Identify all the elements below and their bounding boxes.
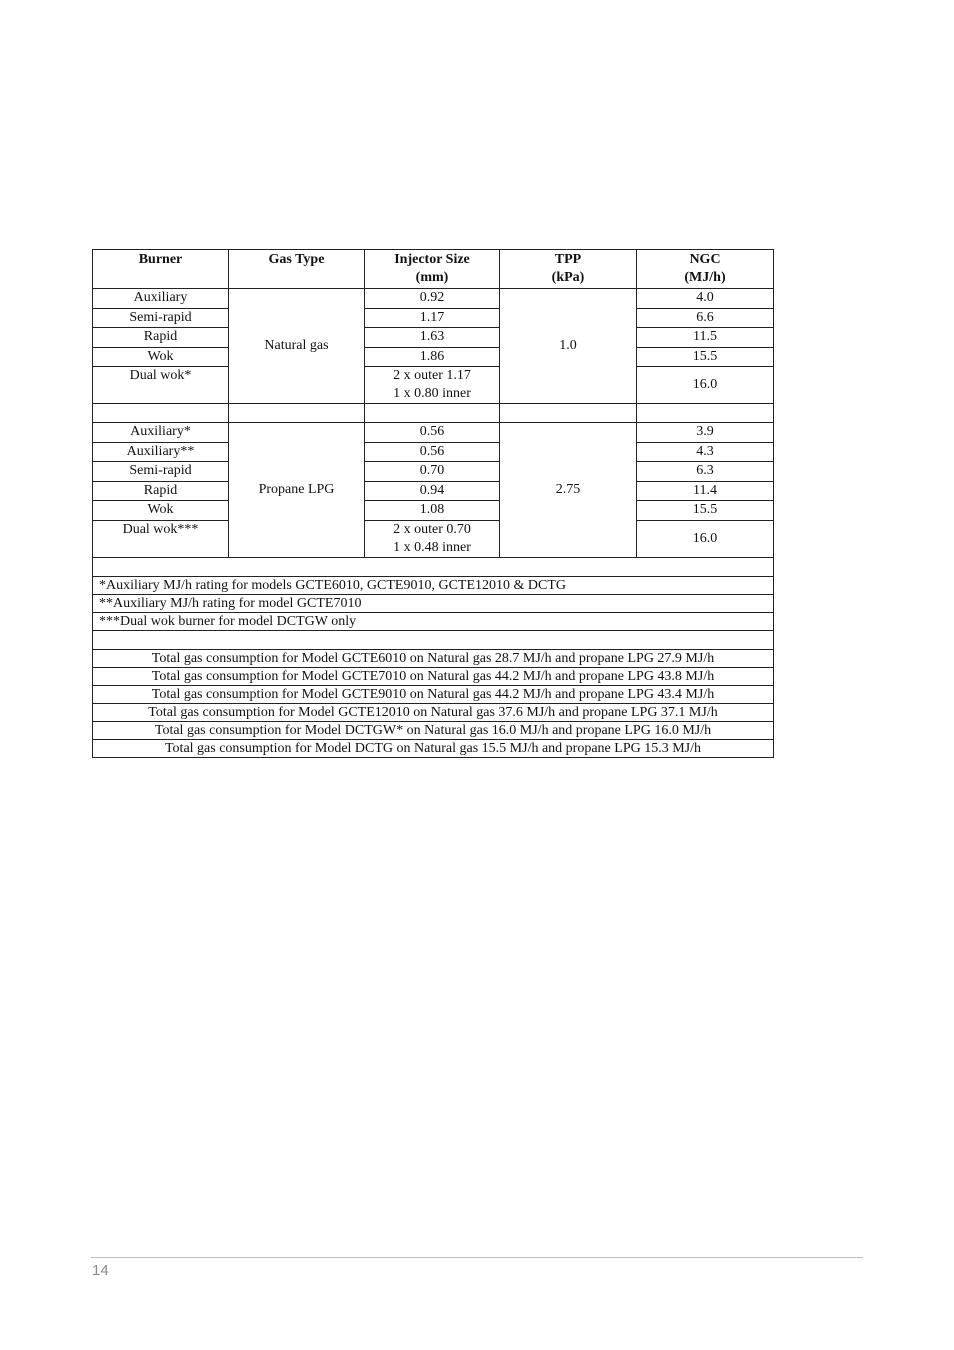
total-consumption: Total gas consumption for Model GCTE9010 on Natural gas 44.2 MJ/h and propane LPG 43.4 MJ/h (93, 685, 774, 703)
gas-specification-table (92, 249, 774, 758)
injector-cell: 1.08 (365, 501, 500, 521)
total-row (93, 667, 774, 685)
table-row (93, 481, 774, 501)
table-row (93, 442, 774, 462)
injector-cell-dual: 2 x outer 0.70 1 x 0.48 inner (365, 520, 500, 557)
table-header-row (93, 250, 774, 289)
total-row (93, 649, 774, 667)
spacer-row (93, 557, 774, 576)
injector-cell: 1.86 (365, 347, 500, 367)
header-ngc: NGC (MJ/h) (637, 250, 774, 289)
ngc-cell: 6.6 (637, 308, 774, 328)
burner-cell: Semi-rapid (93, 462, 229, 482)
total-consumption: Total gas consumption for Model GCTE12010 on Natural gas 37.6 MJ/h and propane LPG 37.1 MJ/h (93, 703, 774, 721)
note-row (93, 576, 774, 594)
burner-cell: Rapid (93, 481, 229, 501)
total-row (93, 685, 774, 703)
burner-cell: Auxiliary (93, 289, 229, 309)
table-row (93, 308, 774, 328)
ngc-cell: 15.5 (637, 501, 774, 521)
injector-cell: 1.63 (365, 328, 500, 348)
footnote: **Auxiliary MJ/h rating for model GCTE7010 (93, 594, 774, 612)
ngc-cell: 6.3 (637, 462, 774, 482)
total-row (93, 721, 774, 739)
injector-cell: 0.56 (365, 423, 500, 443)
burner-cell: Rapid (93, 328, 229, 348)
note-row (93, 612, 774, 630)
injector-cell: 0.70 (365, 462, 500, 482)
footnote: ***Dual wok burner for model DCTGW only (93, 612, 774, 630)
header-injector-size: Injector Size (mm) (365, 250, 500, 289)
table-row (93, 328, 774, 348)
page-number: 14 (92, 1262, 109, 1279)
note-row (93, 594, 774, 612)
injector-cell: 0.56 (365, 442, 500, 462)
ngc-cell: 11.4 (637, 481, 774, 501)
table-row (93, 501, 774, 521)
total-consumption: Total gas consumption for Model DCTG on Natural gas 15.5 MJ/h and propane LPG 15.3 MJ/h (93, 739, 774, 757)
burner-cell: Dual wok*** (93, 520, 229, 557)
spacer-row (93, 404, 774, 423)
table-row (93, 289, 774, 309)
tpp-natural-gas: 1.0 (500, 289, 637, 404)
total-consumption: Total gas consumption for Model GCTE6010 on Natural gas 28.7 MJ/h and propane LPG 27.9 MJ/h (93, 649, 774, 667)
footnote: *Auxiliary MJ/h rating for models GCTE6010, GCTE9010, GCTE12010 & DCTG (93, 576, 774, 594)
ngc-cell: 16.0 (637, 367, 774, 404)
total-row (93, 739, 774, 757)
gas-type-propane-lpg: Propane LPG (229, 423, 365, 558)
gas-type-natural-gas: Natural gas (229, 289, 365, 404)
footer-divider (91, 1257, 863, 1258)
table-row (93, 520, 774, 557)
table-row (93, 367, 774, 404)
ngc-cell: 4.3 (637, 442, 774, 462)
table-row (93, 347, 774, 367)
total-consumption: Total gas consumption for Model DCTGW* on Natural gas 16.0 MJ/h and propane LPG 16.0 MJ/h (93, 721, 774, 739)
spacer-row (93, 630, 774, 649)
burner-cell: Auxiliary** (93, 442, 229, 462)
ngc-cell: 16.0 (637, 520, 774, 557)
header-tpp: TPP (kPa) (500, 250, 637, 289)
tpp-propane-lpg: 2.75 (500, 423, 637, 558)
injector-cell: 1.17 (365, 308, 500, 328)
burner-cell: Auxiliary* (93, 423, 229, 443)
table-row (93, 423, 774, 443)
header-gas-type: Gas Type (229, 250, 365, 289)
burner-cell: Dual wok* (93, 367, 229, 404)
ngc-cell: 3.9 (637, 423, 774, 443)
ngc-cell: 4.0 (637, 289, 774, 309)
ngc-cell: 11.5 (637, 328, 774, 348)
total-consumption: Total gas consumption for Model GCTE7010 on Natural gas 44.2 MJ/h and propane LPG 43.8 MJ/h (93, 667, 774, 685)
injector-cell: 0.92 (365, 289, 500, 309)
total-row (93, 703, 774, 721)
injector-cell: 0.94 (365, 481, 500, 501)
ngc-cell: 15.5 (637, 347, 774, 367)
injector-cell-dual: 2 x outer 1.17 1 x 0.80 inner (365, 367, 500, 404)
burner-cell: Semi-rapid (93, 308, 229, 328)
table-row (93, 462, 774, 482)
burner-cell: Wok (93, 501, 229, 521)
burner-cell: Wok (93, 347, 229, 367)
header-burner: Burner (93, 250, 229, 289)
